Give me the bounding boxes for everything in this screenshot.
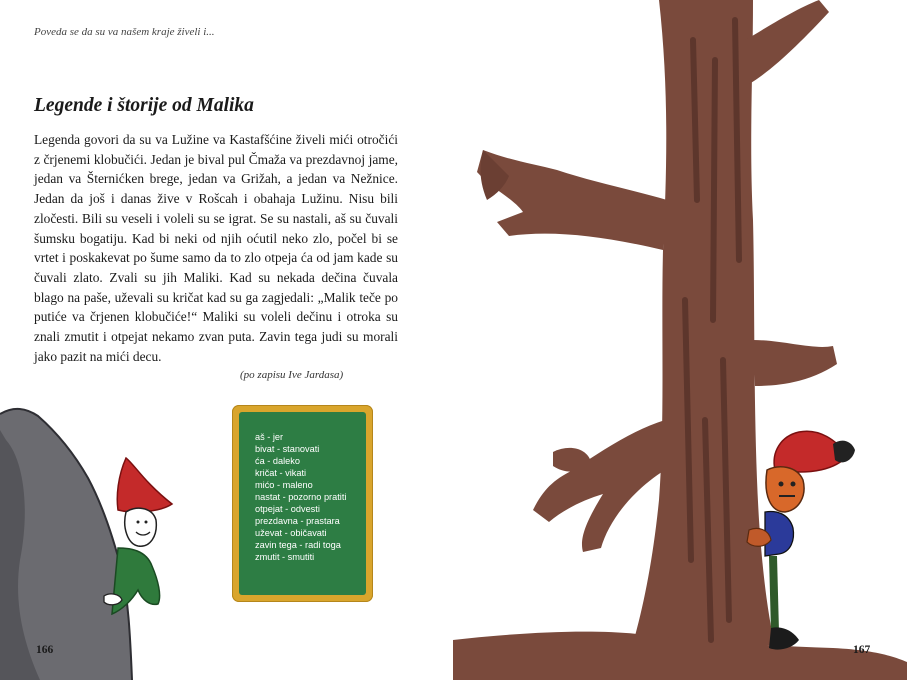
tree-branch <box>753 340 837 386</box>
gnome-eye <box>137 521 140 524</box>
right-page <box>453 0 907 680</box>
running-head: Poveda se da su va našem kraje živeli i... <box>34 26 215 38</box>
gnome-boot <box>769 627 799 649</box>
tree-base <box>453 632 907 680</box>
tree-branch <box>477 150 667 250</box>
glossary-item: mićo - maleno <box>255 480 313 491</box>
text-line: su čuvali zlato. Zvali su jih Maliki. Kad su nekada dečina čuvala <box>34 250 398 285</box>
tree-branch <box>533 420 665 552</box>
glossary-item: uževat - običavati <box>255 528 327 539</box>
source-note: (po zapisu Ive Jardasa) <box>240 369 344 381</box>
glossary-item: zmutit - smutiti <box>255 552 315 563</box>
page-title: Legende i štorije od Malika <box>34 95 254 116</box>
glossary-item: bivat - stanovati <box>255 444 320 455</box>
tree-branch <box>745 0 829 84</box>
gnome-eye <box>779 482 784 487</box>
glossary-item: zavin tega - radi toga <box>255 540 341 551</box>
text-line: šumsku bogatiju. Kad bi neki od njih oćutil neko zlo, počel bi se <box>34 230 398 246</box>
glossary-item: otpejat - odvesti <box>255 504 320 515</box>
text-line: po putiće va črjenen klobučiće!“ Maliki su voleli dečinu i otroka <box>34 289 398 325</box>
text-line: Jedan da još i danas žive v Rošcah i obahaja Lužinu. Nisu bili <box>34 191 398 207</box>
text-line: Legenda govori da su va Lužine va Kastafšćine živeli mići otročići <box>34 132 398 147</box>
gnome-hand <box>104 594 122 605</box>
gnome-face <box>766 467 804 512</box>
text-line: jedan va Šternićken brege, jedan va Grižah, a jedan va Nežnice. <box>34 171 398 187</box>
glossary-item: kričat - vikati <box>255 468 307 479</box>
glossary-item: ća - daleko <box>255 456 300 467</box>
tree-trunk <box>631 0 775 650</box>
glossary-item: aš - jer <box>255 432 284 442</box>
glossary-board <box>232 405 373 602</box>
legend-text <box>34 130 398 366</box>
page-number: 166 <box>36 644 54 656</box>
gnome-eye <box>791 482 796 487</box>
text-line: zločesti. Bili su veseli i voleli su se igrat. Se su nastali, aš su čuvali <box>34 210 398 226</box>
text-line: blago na paše, uževali su kričat kad su ga zagjedali: „Malik teče <box>34 289 381 305</box>
gnome-hat <box>117 458 172 512</box>
page-number: 167 <box>853 644 871 656</box>
gnome-face <box>125 508 157 546</box>
left-page <box>0 0 453 680</box>
glossary-surface <box>239 412 366 595</box>
gnome-body <box>112 548 160 614</box>
glossary-item: prezdavna - prastara <box>255 516 340 527</box>
gnome-behind-rock-illustration <box>0 400 175 680</box>
text-line: z črjenemi klobučići. Jedan je bival pul Čmaža va prezdavnoj jame, <box>34 151 398 167</box>
text-line: morali jako pazit na mići decu. <box>34 329 398 364</box>
gnome-hand <box>833 441 855 463</box>
gnome-body <box>765 512 793 556</box>
gnome-behind-tree-illustration <box>453 0 907 680</box>
glossary-item: nastat - pozorno pratiti <box>255 492 347 503</box>
gnome-eye <box>145 521 148 524</box>
glossary-list <box>255 431 346 564</box>
text-line: su znali zmutit i otpejat nekamo zvan puta. Zavin tega judi su <box>34 309 398 345</box>
gnome-leg <box>769 556 779 632</box>
text-line: vrtet i poskakevat po šume samo da to zlo otpeja ća od jam kade <box>34 250 383 266</box>
